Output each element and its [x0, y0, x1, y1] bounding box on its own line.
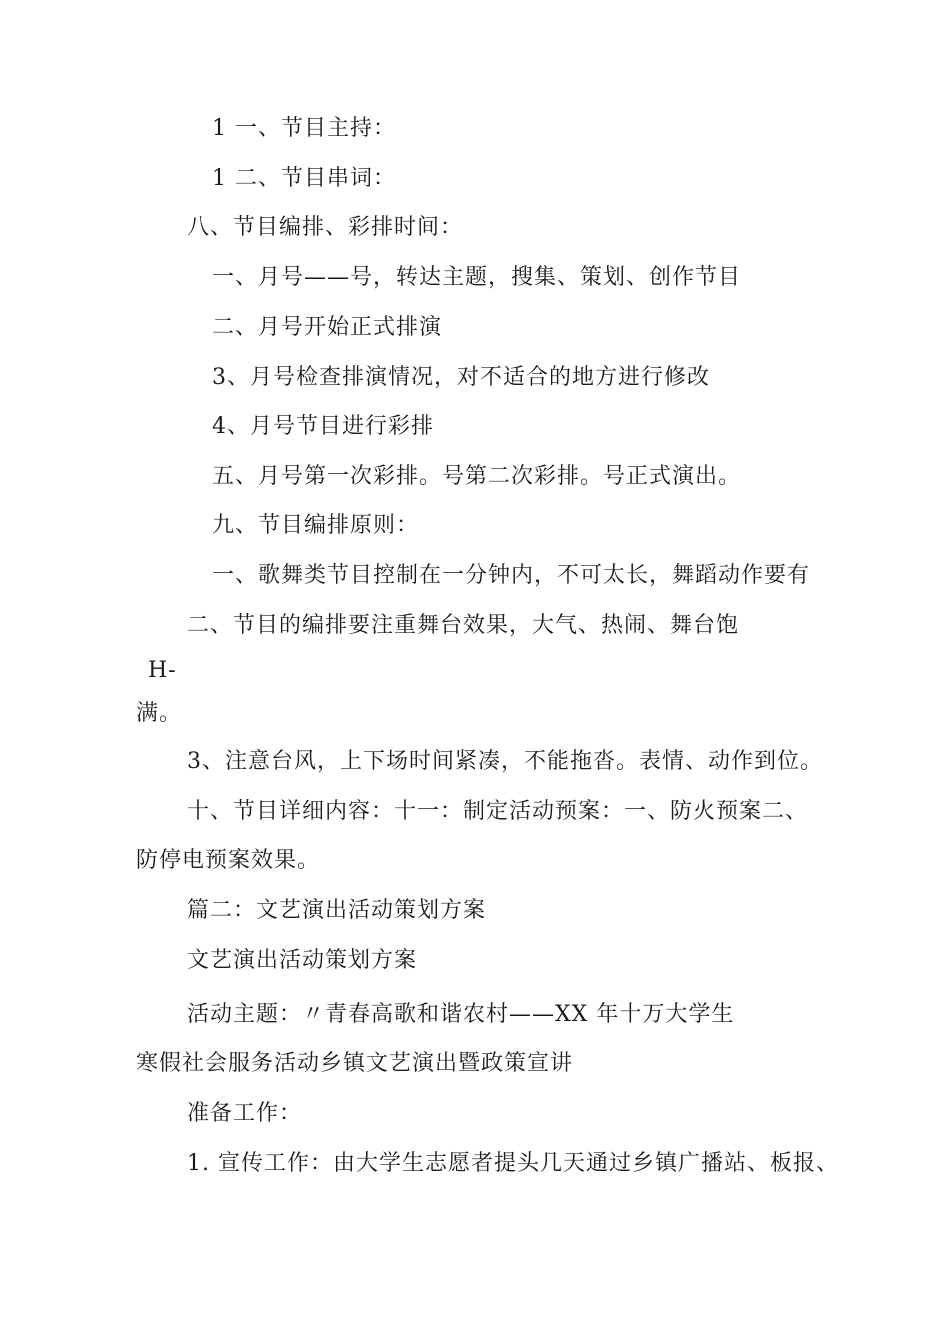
text-line: 一、月号——号，转达主题，搜集、策划、创作节目 — [212, 265, 742, 290]
section-heading: 篇二：文艺演出活动策划方案 — [187, 898, 487, 923]
text-line: 1 一、节目主持： — [212, 116, 396, 141]
text-line: 3、注意台风，上下场时间紧凑，不能拖沓。表情、动作到位。 — [187, 749, 823, 774]
text-line: 3、月号检查排演情况，对不适合的地方进行修改 — [212, 365, 710, 390]
text-line: H- — [148, 658, 177, 683]
document-title: 文艺演出活动策划方案 — [187, 948, 418, 973]
text-line: 二、节目的编排要注重舞台效果，大气、热闹、舞台饱 — [187, 613, 740, 638]
text-line: 寒假社会服务活动乡镇文艺演出暨政策宣讲 — [136, 1051, 574, 1076]
text-line: 二、月号开始正式排演 — [212, 315, 443, 340]
text-line: 满。 — [136, 701, 183, 726]
text-line: 十、节目详细内容：十一：制定活动预案：一、防火预案二、 — [187, 799, 809, 824]
section-heading: 九、节目编排原则： — [212, 513, 420, 538]
text-line: 一、歌舞类节目控制在一分钟内，不可太长，舞蹈动作要有 — [212, 563, 811, 588]
text-line: 4、月号节目进行彩排 — [212, 414, 434, 439]
section-heading: 准备工作： — [187, 1101, 303, 1126]
text-line: 1. 宣传工作：由大学生志愿者提头几天通过乡镇广播站、板报、 — [187, 1151, 839, 1176]
text-line: 1 二、节目串词： — [212, 166, 396, 191]
section-heading: 八、节目编排、彩排时间： — [187, 215, 464, 240]
text-line: 活动主题：〃青春高歌和谐农村——XX 年十万大学生 — [187, 1002, 735, 1027]
text-line: 五、月号第一次彩排。号第二次彩排。号正式演出。 — [212, 464, 742, 489]
text-line: 防停电预案效果。 — [136, 848, 321, 873]
